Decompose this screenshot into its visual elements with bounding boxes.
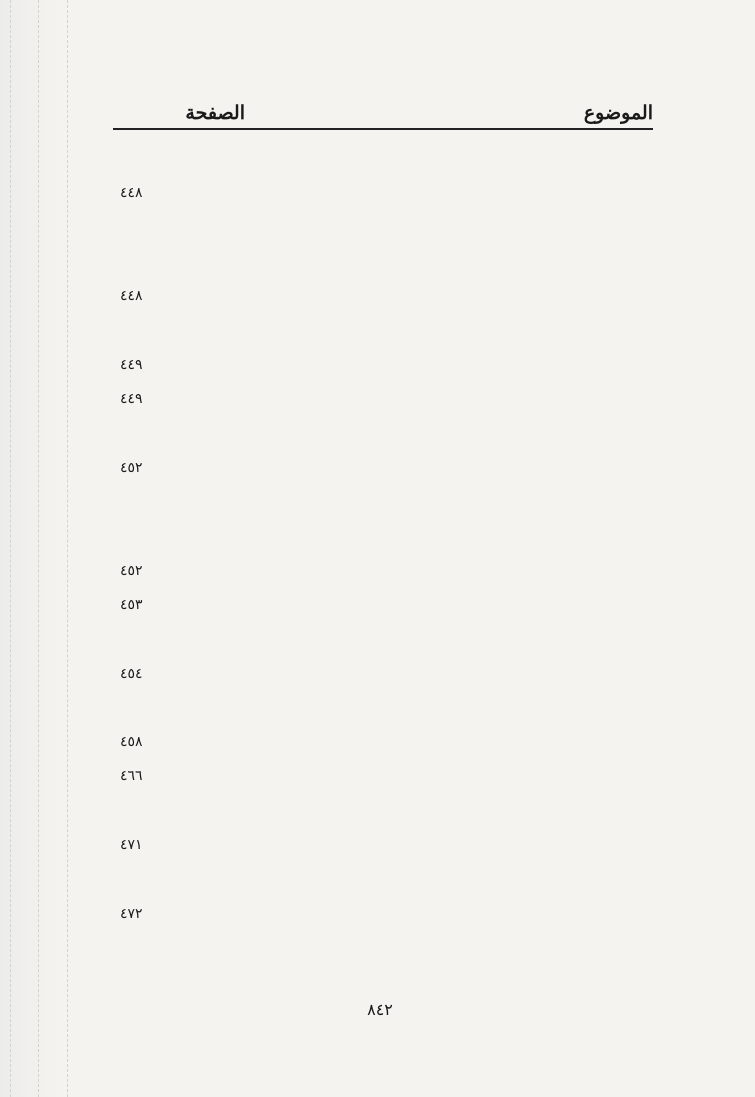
scan-guide-line bbox=[38, 0, 39, 1097]
index-entry-page: ٤٧٢ bbox=[120, 906, 143, 922]
index-entry-page: ٤٥٤ bbox=[120, 666, 143, 682]
index-entry-page: ٤٤٨ bbox=[120, 185, 143, 201]
index-entry-page: ٤٥٣ bbox=[120, 597, 143, 613]
column-header-page: الصفحة bbox=[185, 102, 245, 124]
index-entry-page: ٤٦٦ bbox=[120, 768, 143, 784]
index-entry-page: ٤٤٨ bbox=[120, 288, 143, 304]
header-rule bbox=[113, 128, 653, 130]
index-entry-page: ٤٤٩ bbox=[120, 357, 143, 373]
scan-guide-line bbox=[10, 0, 11, 1097]
index-entry-page: ٤٧١ bbox=[120, 837, 143, 853]
index-entry-page: ٤٥٢ bbox=[120, 460, 143, 476]
index-entry-page: ٤٥٨ bbox=[120, 734, 143, 750]
index-entry-page: ٤٥٢ bbox=[120, 563, 143, 579]
scan-edge bbox=[0, 0, 60, 1097]
column-header-topic: الموضوع bbox=[583, 102, 653, 124]
scan-guide-line bbox=[67, 0, 68, 1097]
page-number: ٨٤٢ bbox=[367, 1000, 393, 1019]
index-entry-page: ٤٤٩ bbox=[120, 391, 143, 407]
